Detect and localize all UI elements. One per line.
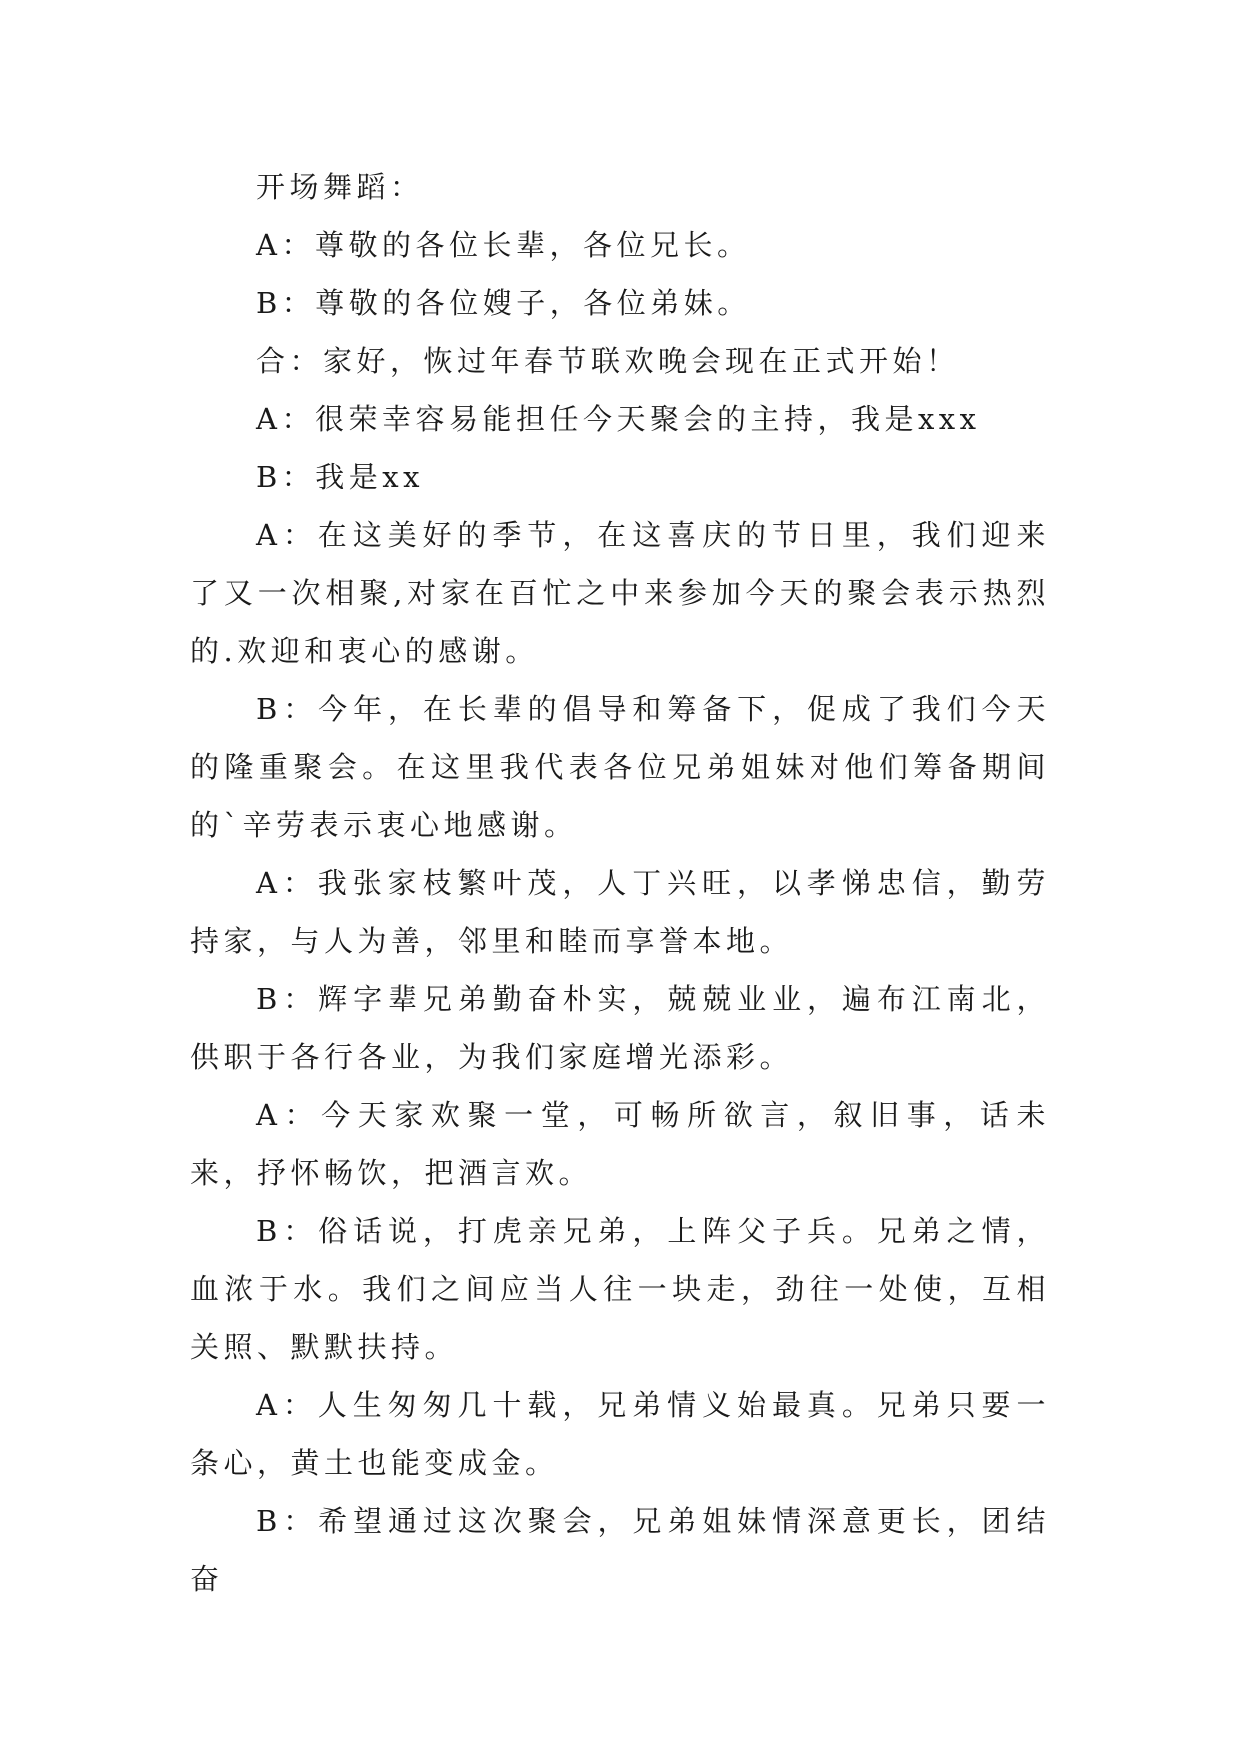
paragraph-a-host-intro: A：很荣幸容易能担任今天聚会的主持，我是xxx — [256, 402, 981, 436]
paragraph-b-thanks: B：今年，在长辈的倡导和筹备下，促成了我们今天的隆重聚会。在这里我代表各位兄弟姐妹对他们筹备期间的`辛劳表示衷心地感谢。 — [190, 692, 1050, 842]
paragraph-opening-dance: 开场舞蹈： — [256, 170, 424, 204]
paragraph-a-greeting: A：尊敬的各位长辈，各位兄长。 — [256, 228, 751, 262]
paragraph-a-brotherhood: A：人生匆匆几十载，兄弟情义始最真。兄弟只要一条心，黄土也能变成金。 — [190, 1388, 1050, 1480]
paragraph-b-host-intro: B：我是xx — [256, 460, 425, 494]
document-body — [190, 158, 1050, 1608]
paragraph-b-hope: B：希望通过这次聚会，兄弟姐妹情深意更长，团结奋 — [190, 1504, 1050, 1596]
paragraph-together-opening: 合：家好，恢过年春节联欢晚会现在正式开始！ — [256, 344, 960, 378]
paragraph-b-brothers: B：辉字辈兄弟勤奋朴实，兢兢业业，遍布江南北，供职于各行各业，为我们家庭增光添彩。 — [190, 982, 1050, 1074]
paragraph-b-proverb: B：俗话说，打虎亲兄弟，上阵父子兵。兄弟之情，血浓于水。我们之间应当人往一块走，劲往一处使，互相关照、默默扶持。 — [190, 1214, 1050, 1364]
paragraph-a-gathering: A：今天家欢聚一堂，可畅所欲言，叙旧事，话未来，抒怀畅饮，把酒言欢。 — [190, 1098, 1050, 1190]
paragraph-a-welcome: A：在这美好的季节，在这喜庆的节日里，我们迎来了又一次相聚,对家在百忙之中来参加今天的聚会表示热烈的.欢迎和衷心的感谢。 — [190, 518, 1050, 668]
paragraph-a-family: A：我张家枝繁叶茂，人丁兴旺，以孝悌忠信，勤劳持家，与人为善，邻里和睦而享誉本地。 — [190, 866, 1050, 958]
paragraph-b-greeting: B：尊敬的各位嫂子，各位弟妹。 — [256, 286, 751, 320]
